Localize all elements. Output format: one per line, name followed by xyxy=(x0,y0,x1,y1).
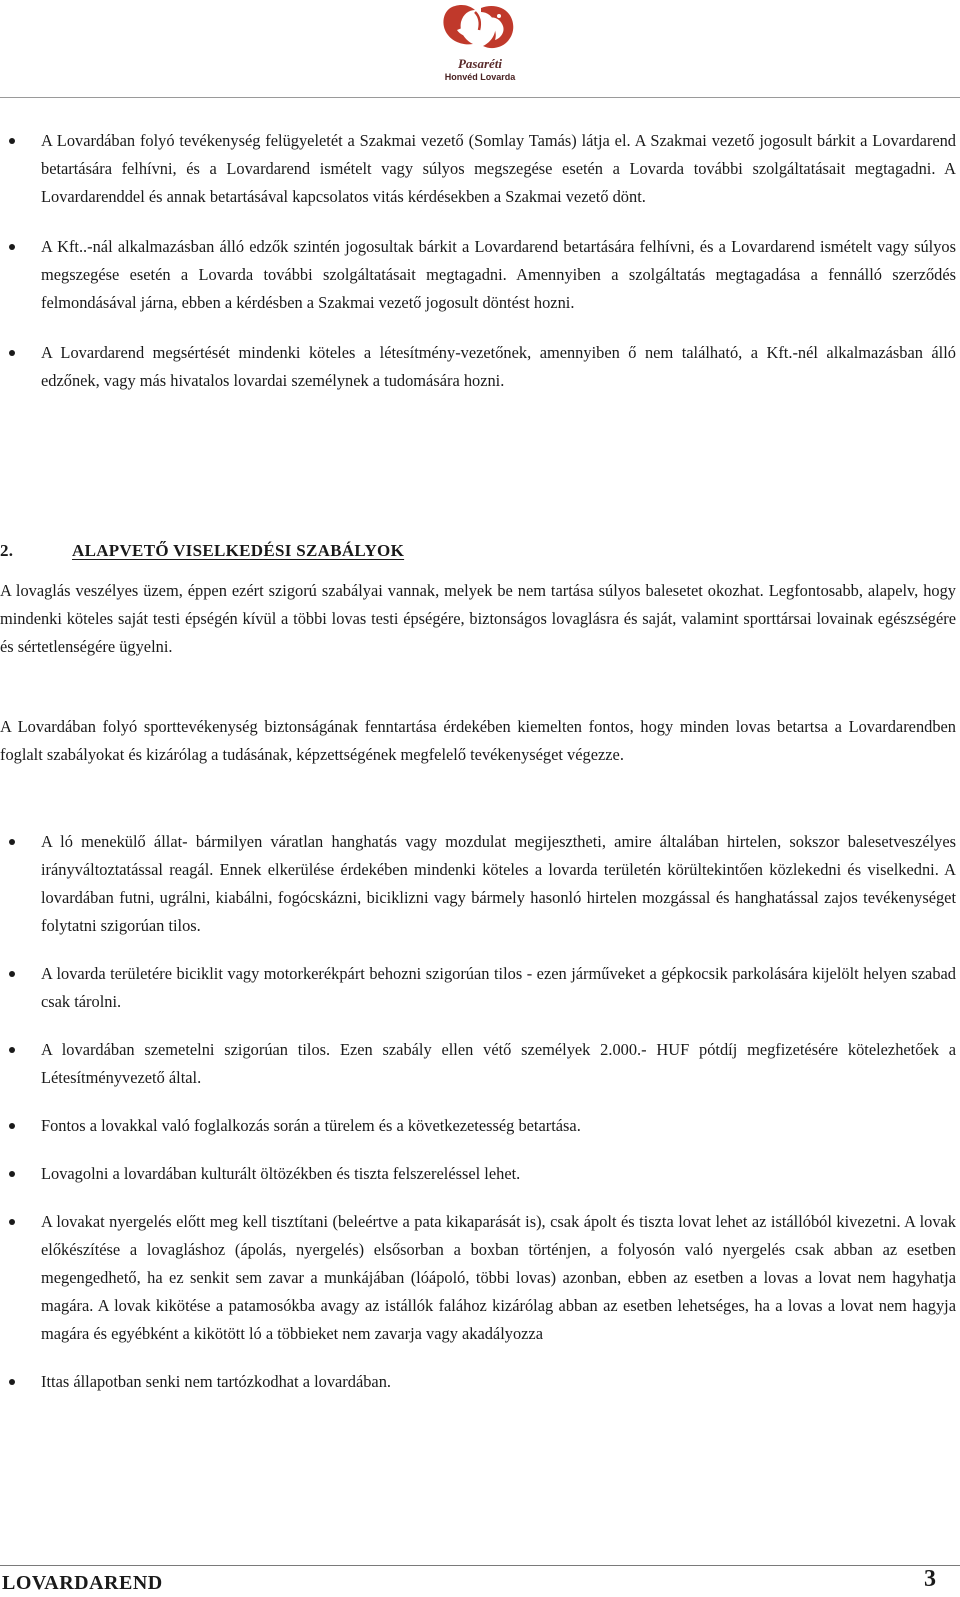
list-item: Fontos a lovakkal való foglalkozás során a türelem és a következetesség betartása. xyxy=(0,1112,956,1140)
logo-name: Pasaréti xyxy=(457,56,503,71)
list-item: A lovakat nyergelés előtt meg kell tisztítani (beleértve a pata kikaparását is), csak ápolt és tiszta lovat lehet az istállóból kivezetni. A lovak előkészítése a lovagláshoz (ápolás, nyergelés) elsősorban a boxban történjen, a folyosón való nyergelés csak abban az esetben megengedhető, ha ez senkit sem zavar a munkájában (lóápoló, többi lovas) azonban, ebben az esetben a lovas a lovat nem hagyhatja magára. A lovak kikötése a patamosókba avagy az istállók falához kizárólag abban az esetben lehetséges, ha a lovas a lovat nem hagyja magára és egyébként a kikötött ló a többieket nem zavarja vagy akadályozza xyxy=(0,1208,956,1348)
list-item: A lovarda területére biciklit vagy motorkerékpárt behozni szigorúan tilos - ezen járműveket a gépkocsik parkolására kijelölt helyen szabad csak tárolni. xyxy=(0,960,956,1016)
logo-subtitle: Honvéd Lovarda xyxy=(444,72,516,82)
section-number: 2. xyxy=(0,541,14,560)
intro-paragraph: A lovaglás veszélyes üzem, éppen ezért szigorú szabályai vannak, melyek be nem tartása súlyos balesetet okozhat. Legfontosabb, alapelv, hogy mindenki köteles saját testi épségén kívül a többi lovas testi épségére, biztonságos lovaglásra és saját, valamint sporttársai lovainak egészségére és sértetlenségére ügyelni. xyxy=(0,581,956,656)
section-heading xyxy=(0,541,956,561)
list-item: A Lovardarend megsértését mindenki köteles a létesítmény-vezetőnek, amennyiben ő nem található, a Kft.-nél alkalmazásban álló edzőnek, vagy más hivatalos lovardai személynek a tudomására hozni. xyxy=(0,339,956,395)
list-item: Ittas állapotban senki nem tartózkodhat a lovardában. xyxy=(0,1368,956,1396)
list-item: A lovardában szemetelni szigorúan tilos. Ezen szabály ellen vétő személyek 2.000.- HUF pótdíj megfizetésére kötelezhetőek a Létesítményvezető által. xyxy=(0,1036,956,1092)
page-number: 3 xyxy=(924,1566,936,1592)
list-item: Lovagolni a lovardában kulturált öltözékben és tiszta felszereléssel lehet. xyxy=(0,1160,956,1188)
list-item: A ló menekülő állat- bármilyen váratlan hanghatás vagy mozdulat megijesztheti, amire általában hirtelen, sokszor balesetveszélyes irányváltoztatással reagál. Ennek elkerülése érdekében mindenki köteles a lovarda területén körültekintően közlekedni és viselkedni. A lovardában futni, ugrálni, kiabálni, fogócskázni, biciklizni vagy bármely hasonló hirtelen mozgással és hanghatással zajos tevékenységet folytatni szigorúan tilos. xyxy=(0,828,956,940)
header-divider xyxy=(0,97,960,98)
horse-logo-icon xyxy=(435,0,525,56)
footer-divider xyxy=(0,1565,960,1566)
responsibility-list xyxy=(0,127,956,395)
section-title: ALAPVETŐ VISELKEDÉSI SZABÁLYOK xyxy=(72,541,405,560)
footer-title: LOVARDAREND xyxy=(2,1572,163,1594)
intro-paragraph: A Lovardában folyó sporttevékenység biztonságának fenntartása érdekében kiemelten fontos, hogy minden lovas betartsa a Lovardarendben foglalt szabályokat és kizárólag a tudásának, képzettségének megfelelő tevékenységet végezze. xyxy=(0,717,956,764)
rules-list xyxy=(0,828,956,1396)
list-item: A Kft..-nál alkalmazásban álló edzők szintén jogosultak bárkit a Lovardarend betartására felhívni, és a Lovardarend ismételt vagy súlyos megszegése esetén a Lovarda további szolgáltatásait megtagadni. Amennyiben a szolgáltatás megtagadása a fennálló szerződés felmondásával járna, ebben a kérdésben a Szakmai vezető jogosult döntést hozni. xyxy=(0,233,956,317)
header-logo xyxy=(0,0,960,88)
list-item: A Lovardában folyó tevékenység felügyeletét a Szakmai vezető (Somlay Tamás) látja el. A Szakmai vezető jogosult bárkit a Lovardarend betartására felhívni, és a Lovardarend ismételt vagy súlyos megszegése esetén a Lovarda további szolgáltatásait megtagadni. A Lovardarenddel és annak betartásával kapcsolatos vitás kérdésekben a Szakmai vezető dönt. xyxy=(0,127,956,211)
